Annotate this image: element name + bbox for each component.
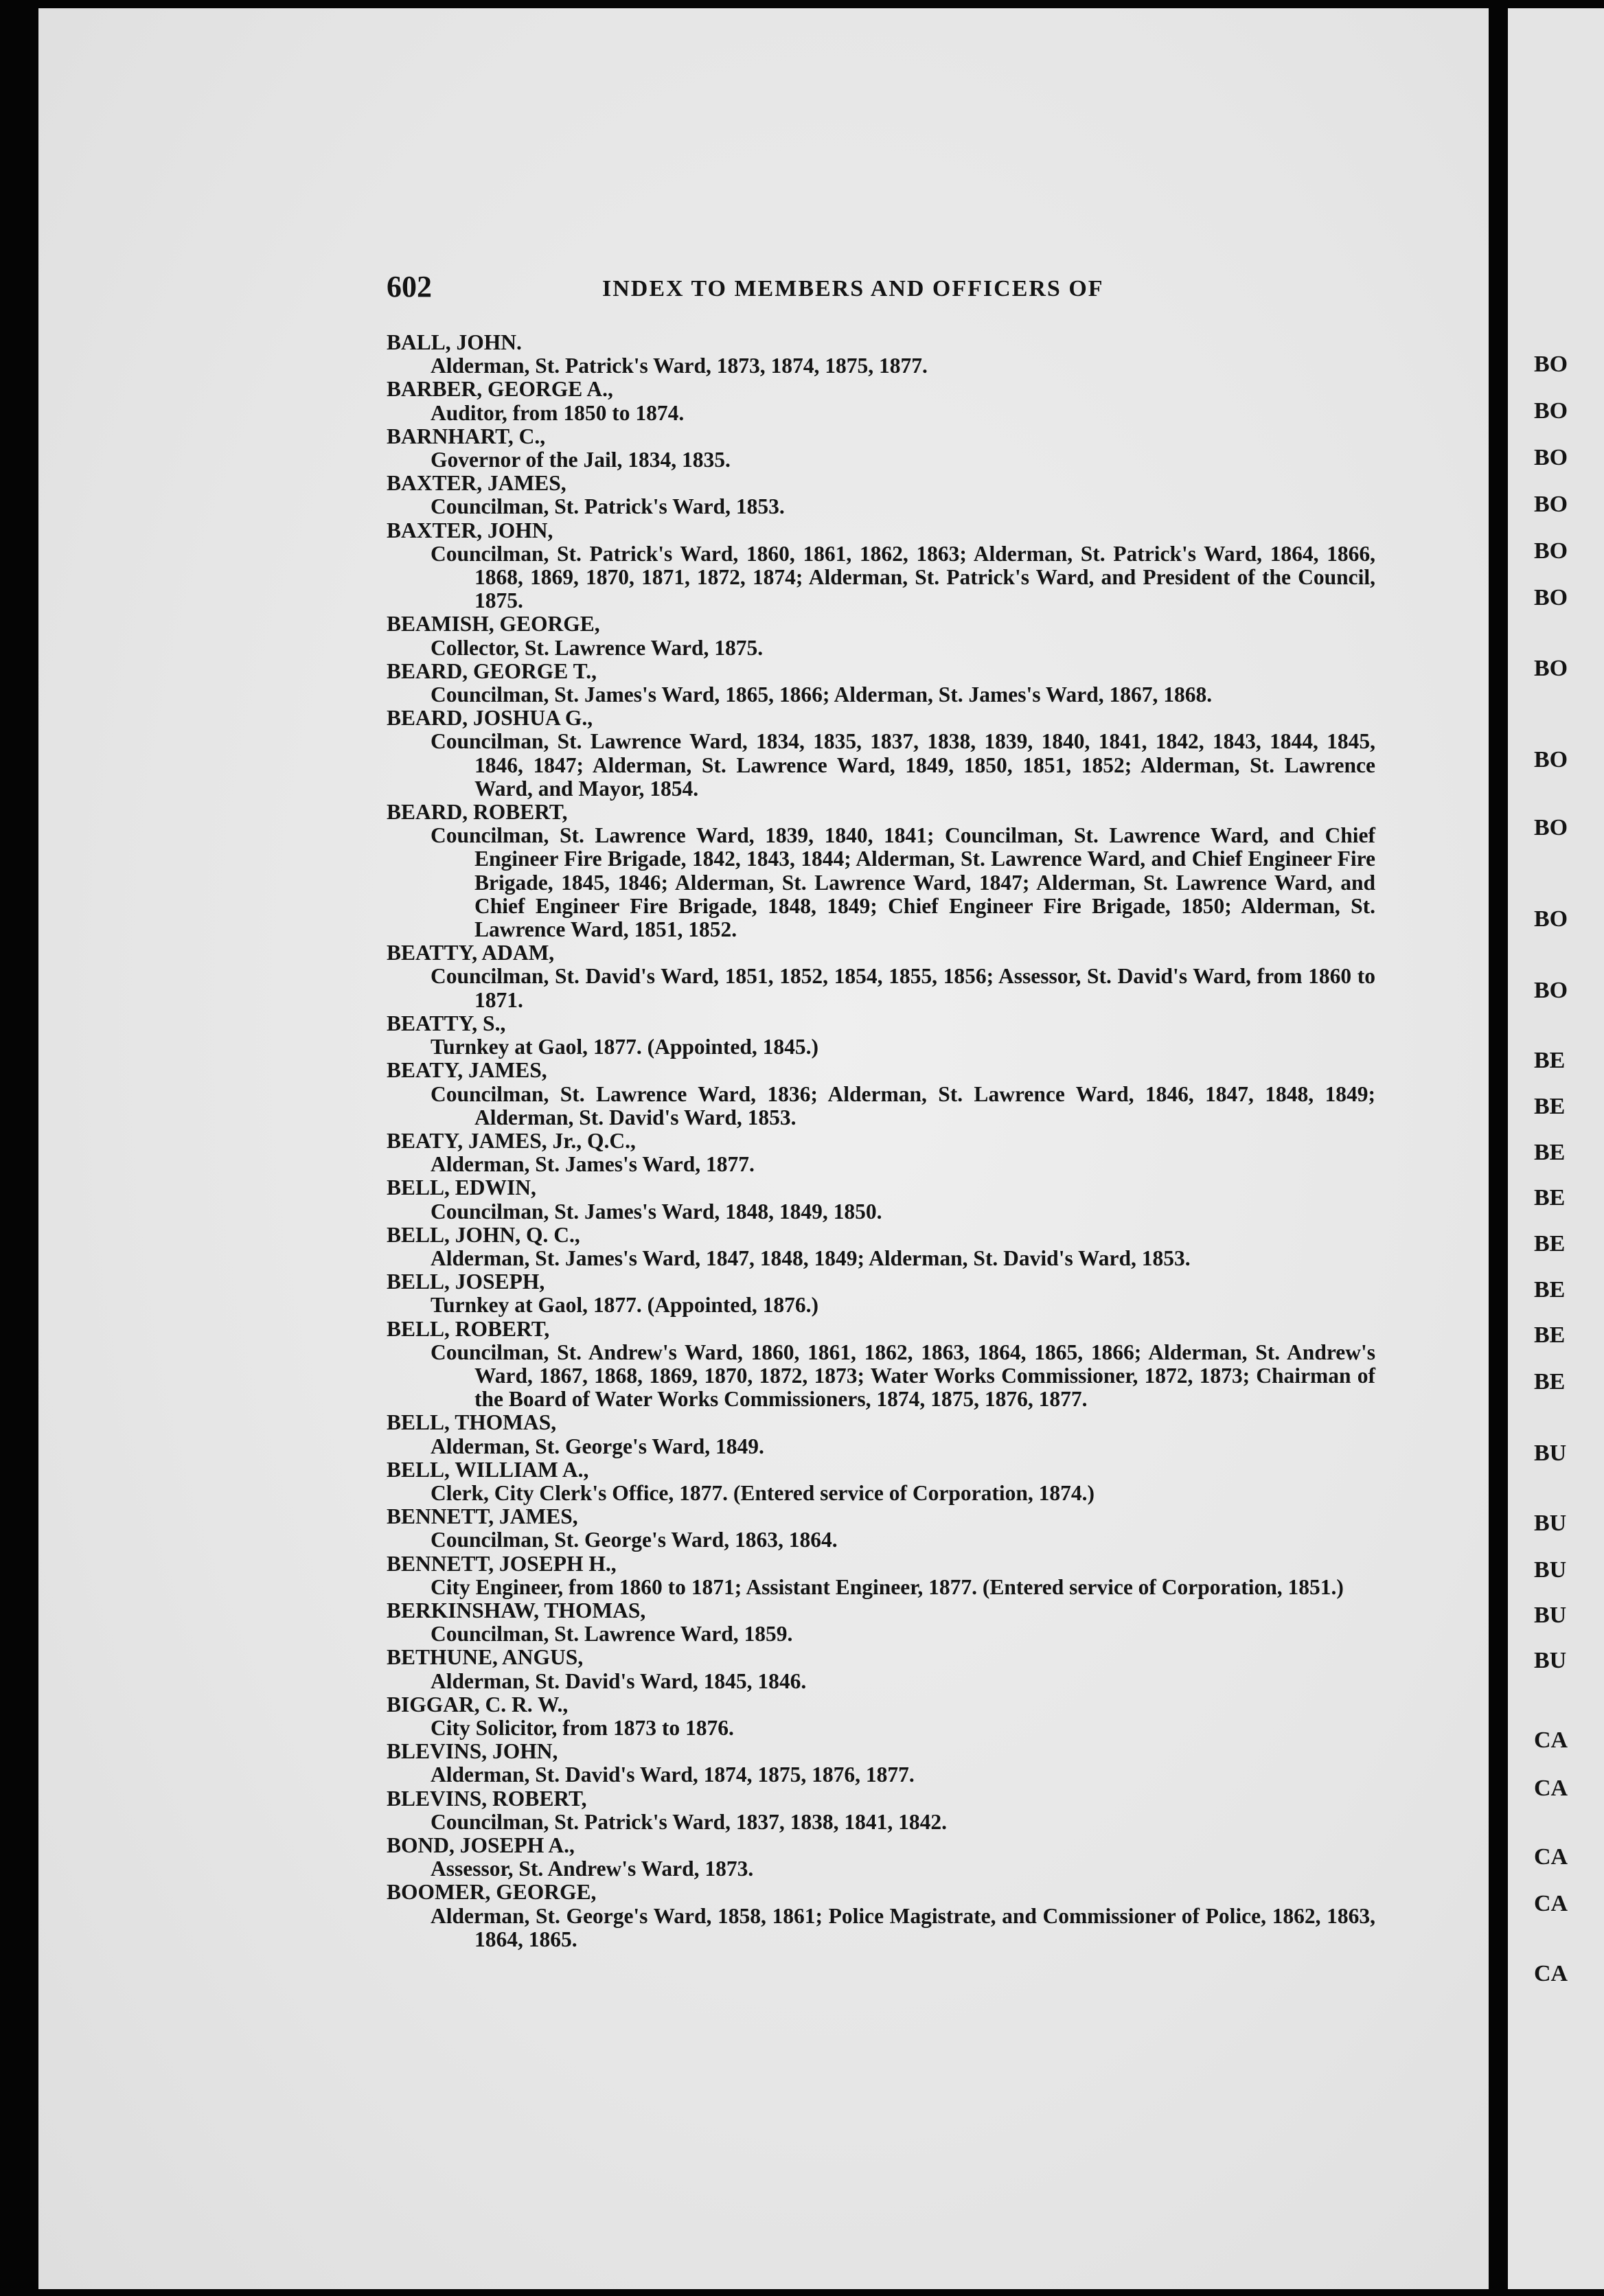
entry-name: BETHUNE, ANGUS, [387,1645,584,1670]
entry-detail: Alderman, St. James's Ward, 1877. [431,1152,755,1177]
index-entry [387,941,1375,1012]
entry-name: BLEVINS, JOHN, [387,1739,558,1764]
index-entry [387,1881,1375,1951]
running-title: INDEX TO MEMBERS AND OFFICERS OF [602,276,1104,301]
entry-detail: Councilman, St. Lawrence Ward, 1836; Alderman, St. Lawrence Ward, 1846, 1847, 1848, 1849; Alderman, St. David's Ward, 1853. [431,1081,1375,1129]
index-entry [387,612,1375,659]
entry-name: BEARD, ROBERT, [387,800,568,825]
adjacent-page-fragment: BO [1534,978,1568,1003]
entry-name: BEARD, GEORGE T., [387,658,597,683]
adjacent-page-fragment: BE [1534,1369,1566,1394]
adjacent-page-fragment: BE [1534,1277,1566,1302]
adjacent-page-fragment: BU [1534,1511,1567,1536]
adjacent-page-fragment: BE [1534,1140,1566,1165]
entry-name: BERKINSHAW, THOMAS, [387,1598,646,1622]
adjacent-page-fragment: BE [1534,1322,1566,1348]
entry-detail: Alderman, St. David's Ward, 1845, 1846. [431,1668,807,1693]
adjacent-page-fragment: CA [1534,1961,1568,1986]
index-entry [387,1693,1375,1740]
entry-detail: Councilman, St. Patrick's Ward, 1853. [431,494,785,519]
adjacent-page-fragment: CA [1534,1891,1568,1916]
index-entry [387,1270,1375,1317]
entry-name: BOND, JOSEPH A., [387,1833,575,1857]
entry-name: BELL, WILLIAM A., [387,1457,589,1482]
adjacent-page-fragment: BE [1534,1094,1566,1119]
entry-name: BAXTER, JAMES, [387,471,566,496]
entry-detail: City Solicitor, from 1873 to 1876. [431,1715,734,1740]
entry-name: BELL, THOMAS, [387,1410,557,1435]
entry-detail: Councilman, St. Patrick's Ward, 1860, 1861, 1862, 1863; Alderman, St. Patrick's Ward, 1864, 1866, 1868, 1869, 1870, 1871, 1872, 1874; Alderman, St. Patrick's Ward, and President of the Council, 1875. [431,541,1375,613]
entry-detail: Turnkey at Gaol, 1877. (Appointed, 1845.) [431,1035,819,1059]
entry-detail: Councilman, St. Lawrence Ward, 1859. [431,1622,793,1646]
index-entry [387,1646,1375,1692]
entry-detail: Councilman, St. David's Ward, 1851, 1852, 1854, 1855, 1856; Assessor, St. David's Ward, from 1860 to 1871. [431,964,1375,1012]
entry-name: BEATY, JAMES, [387,1058,547,1083]
index-entry [387,331,1375,378]
adjacent-page-fragment: BO [1534,352,1568,377]
entry-detail: Auditor, from 1850 to 1874. [431,400,685,425]
index-entry [387,1224,1375,1270]
entry-name: BELL, JOSEPH, [387,1270,545,1294]
adjacent-page-fragment: BE [1534,1231,1566,1256]
entry-detail: Councilman, St. James's Ward, 1848, 1849, 1850. [431,1199,882,1224]
page-header [387,269,1444,310]
index-entry [387,1505,1375,1552]
adjacent-page-fragment: CA [1534,1844,1568,1870]
entry-detail: Alderman, St. Patrick's Ward, 1873, 1874, 1875, 1877. [431,354,928,378]
adjacent-page-fragment: BU [1534,1557,1567,1583]
index-entry [387,1059,1375,1129]
entry-detail: Councilman, St. Andrew's Ward, 1860, 1861, 1862, 1863, 1864, 1865, 1866; Alderman, St. Andrew's Ward, 1867, 1868, 1869, 1870, 1872, 1873; Water Works Commissioner, 1872, 1873; Chairman of the Board of Water Works Commissioners, 1874, 1875, 1876, 1877. [431,1340,1375,1412]
entry-detail: Assessor, St. Andrew's Ward, 1873. [431,1857,754,1881]
entry-detail: City Engineer, from 1860 to 1871; Assistant Engineer, 1877. (Entered service of Corporation, 1851.) [431,1574,1344,1599]
index-entry [387,1458,1375,1505]
index-entry [387,425,1375,472]
adjacent-page-fragment: BO [1534,492,1568,517]
entry-name: BLEVINS, ROBERT, [387,1786,587,1811]
adjacent-page-fragment: BU [1534,1603,1567,1628]
adjacent-page-fragment: BO [1534,585,1568,610]
adjacent-page-fragment: BE [1534,1048,1566,1073]
entry-detail: Turnkey at Gaol, 1877. (Appointed, 1876.) [431,1293,819,1318]
adjacent-page-edge [1508,8,1604,2289]
entry-detail: Alderman, St. George's Ward, 1849. [431,1434,764,1458]
adjacent-page-fragment: CA [1534,1727,1568,1753]
adjacent-page-fragment: BO [1534,398,1568,424]
entry-name: BIGGAR, C. R. W., [387,1692,569,1717]
entry-name: BEARD, JOSHUA G., [387,706,593,731]
entry-detail: Clerk, City Clerk's Office, 1877. (Entered service of Corporation, 1874.) [431,1480,1095,1505]
index-entry [387,472,1375,518]
entry-name: BEATY, JAMES, Jr., Q.C., [387,1128,636,1153]
entry-detail: Councilman, St. Lawrence Ward, 1834, 1835, 1837, 1838, 1839, 1840, 1841, 1842, 1843, 1844, 1845, 1846, 1847; Alderman, St. Lawrence Ward, 1849, 1850, 1851, 1852; Alderman, St. Lawrence Ward, and Mayor, 1854. [431,729,1375,801]
entry-name: BARBER, GEORGE A., [387,377,613,402]
index-entry [387,1176,1375,1223]
index-entry [387,378,1375,424]
entry-name: BARNHART, C., [387,424,546,448]
entry-name: BEATTY, ADAM, [387,941,555,965]
entry-name: BEAMISH, GEORGE, [387,612,600,636]
entry-name: BENNETT, JOSEPH H., [387,1551,617,1576]
entry-detail: Collector, St. Lawrence Ward, 1875. [431,635,764,660]
entry-detail: Alderman, St. George's Ward, 1858, 1861; Police Magistrate, and Commissioner of Police, 1862, 1863, 1864, 1865. [431,1903,1375,1951]
entry-name: BENNETT, JAMES, [387,1504,578,1529]
entry-detail: Councilman, St. George's Ward, 1863, 1864. [431,1528,838,1552]
adjacent-page-fragment: CA [1534,1776,1568,1801]
index-entry [387,1740,1375,1787]
entry-name: BELL, EDWIN, [387,1175,536,1200]
entry-name: BOOMER, GEORGE, [387,1880,597,1905]
index-entry [387,1552,1375,1599]
index-entry [387,1012,1375,1059]
entry-detail: Alderman, St. James's Ward, 1847, 1848, 1849; Alderman, St. David's Ward, 1853. [431,1245,1191,1270]
entry-detail: Councilman, St. Lawrence Ward, 1839, 1840, 1841; Councilman, St. Lawrence Ward, and Chief Engineer Fire Brigade, 1842, 1843, 1844; Alderman, St. Lawrence Ward, and Chief Engineer Fire Brigade, 1845, 1846; Alderman, St. Lawrence Ward, 1847; Alderman, St. Lawrence Ward, and Chief Engineer Fire Brigade, 1848, 1849; Chief Engineer Fire Brigade, 1850; Alderman, St. Lawrence Ward, 1851, 1852. [431,823,1375,942]
adjacent-page-fragment: BU [1534,1648,1567,1673]
entry-detail: Alderman, St. David's Ward, 1874, 1875, 1876, 1877. [431,1763,915,1787]
index-entries [387,331,1375,1951]
index-entry [387,660,1375,707]
page-number: 602 [387,270,432,303]
entry-detail: Councilman, St. Patrick's Ward, 1837, 1838, 1841, 1842. [431,1809,947,1834]
entry-name: BELL, ROBERT, [387,1316,550,1341]
entry-name: BAXTER, JOHN, [387,518,553,542]
entry-name: BALL, JOHN. [387,330,522,354]
adjacent-page-fragment: BU [1534,1440,1567,1466]
adjacent-page-fragment: BE [1534,1185,1566,1210]
index-entry [387,1787,1375,1834]
index-entry [387,1599,1375,1646]
index-entry [387,1129,1375,1176]
adjacent-page-fragment: BO [1534,445,1568,470]
index-entry [387,1318,1375,1412]
index-entry [387,519,1375,613]
adjacent-page-fragment: BO [1534,538,1568,564]
entry-detail: Governor of the Jail, 1834, 1835. [431,448,731,472]
entry-name: BEATTY, S., [387,1011,506,1035]
entry-name: BELL, JOHN, Q. C., [387,1222,580,1247]
adjacent-page-fragment: BO [1534,747,1568,772]
index-entry [387,707,1375,801]
adjacent-page-fragment: BO [1534,906,1568,932]
index-entry [387,1411,1375,1458]
index-entry [387,801,1375,941]
entry-detail: Councilman, St. James's Ward, 1865, 1866; Alderman, St. James's Ward, 1867, 1868. [431,682,1213,707]
index-entry [387,1834,1375,1881]
adjacent-page-fragment: BO [1534,815,1568,840]
adjacent-page-fragment: BO [1534,656,1568,681]
